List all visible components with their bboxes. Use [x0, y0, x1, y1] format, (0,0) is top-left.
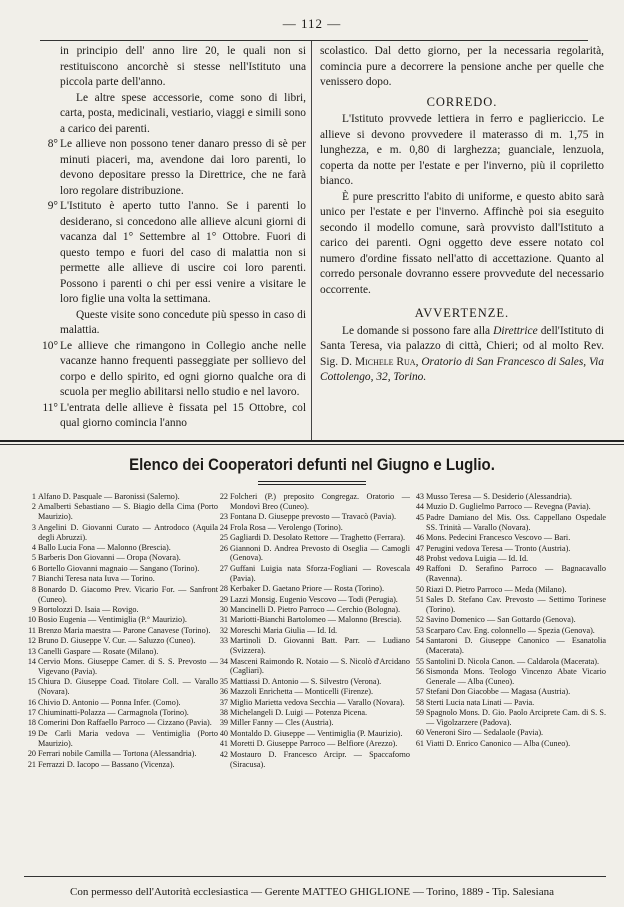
cooperators-column-2 [216, 492, 410, 770]
entry-text: Viatti D. Enrico Canonico — Alba (Cuneo). [426, 738, 571, 748]
left-paragraph-text: in principio dell' anno lire 20, le quali non si restituiscono ancorchè si stesse nell'Istituto una piccola parte dell'anno. [60, 45, 306, 88]
cooperator-entry [216, 605, 410, 615]
cooperator-entry [24, 492, 218, 502]
entry-text: Bruno D. Giuseppe V. Cur. — Saluzzo (Cuneo). [38, 636, 196, 646]
entry-number: 29 [219, 594, 228, 604]
cooperator-entry [412, 564, 606, 584]
cooperator-entry [24, 729, 218, 749]
list-title: Elenco dei Cooperatori defunti nel Giugno e Luglio. [129, 455, 495, 474]
section-rule-2 [0, 444, 624, 445]
entry-number: 6 [31, 563, 36, 573]
entry-text: Mancinelli D. Pietro Parroco — Cerchio (Bologna). [230, 604, 401, 614]
entry-number: 16 [27, 697, 36, 707]
entry-text: Probst vedova Luigia — Id. Id. [426, 553, 529, 563]
cooperator-entry [412, 657, 606, 667]
entry-text: Mariotti-Bianchi Bartolomeo — Malonno (Brescia). [230, 615, 402, 625]
entry-text: Mattiassi D. Antonio — S. Silvestro (Verona). [230, 676, 382, 686]
entry-text: Lazzi Monsig. Eugenio Vescovo — Todi (Perugia). [230, 594, 398, 604]
entry-number: 46 [415, 533, 424, 543]
page-number: — 112 — [282, 16, 342, 31]
entry-text: Barberis Don Giovanni — Oropa (Novara). [38, 553, 181, 563]
left-paragraph-text: Le altre spese accessorie, come sono di libri, carta, posta, medicinali, vestiario, viaggi e simili sono a carico dei parenti. [60, 91, 306, 135]
entry-number: 28 [219, 584, 228, 594]
cooperator-entry [216, 750, 410, 770]
entry-number: 24 [219, 522, 228, 532]
cooperator-entry [24, 543, 218, 553]
entry-text: Bortolozzi D. Isaia — Rovigo. [38, 604, 139, 614]
cooperator-entry [412, 708, 606, 728]
entry-text: Bianchi Teresa nata Iuva — Torino. [38, 574, 155, 584]
cooperator-entry [24, 502, 218, 522]
entry-number: 57 [415, 687, 424, 697]
cooperator-entry [216, 708, 410, 718]
paragraph-uniforme: È pure prescritto l'abito di uniforme, e questo abito sarà unico per l'estate e per l'inverno. Affinchè poi sia eseguito secondo il modello comune, sarà provvisto dall'Istituto a carico dei parenti. Ogni oggetto deve essere notato col numero d'ordine fissato nell'atto di accettazione. Quanto al corredo personale dovranno essere provvedute del necessario occorrente. [320, 190, 604, 296]
entry-text: Miller Fanny — Cles (Austria). [230, 718, 334, 728]
entry-text: Moretti D. Giuseppe Parroco — Belfiore (Arezzo). [230, 739, 398, 749]
entry-number: 15 [27, 677, 36, 687]
entry-number: 9 [31, 604, 36, 614]
cooperator-entry [216, 584, 410, 594]
left-paragraph-text: L'Istituto è aperto tutto l'anno. Se i parenti lo desiderano, si concedono alle allieve alcuni giorni di vacanza dal 1° Settembre al 1° Ottobre. Fuori di questo tempo e fuori del caso di malattia non si permette alle allieve di uscire coi loro parenti. Possono i parenti o chi per essi venire a visitare le loro figlie una volta la settimana. [60, 200, 306, 305]
cooperator-entry [412, 595, 606, 615]
entry-text: Martinoli D. Giovanni Batt. Parr. — Ludiano (Svizzera). [230, 636, 410, 656]
left-paragraph [16, 137, 306, 199]
cooperator-entry [24, 749, 218, 759]
cooperator-entry [24, 636, 218, 646]
entry-number: 37 [219, 697, 228, 707]
entry-text: Mons. Pedecini Francesco Vescovo — Bari. [426, 533, 571, 543]
entry-text: Veneroni Siro — Sedalaole (Pavia). [426, 728, 544, 738]
entry-text: Santaroni D. Giuseppe Canonico — Esanatolia (Macerata). [426, 636, 606, 656]
entry-number: 48 [415, 553, 424, 563]
entry-number: 40 [219, 728, 228, 738]
heading-avvertenze: AVVERTENZE. [414, 306, 510, 320]
cooperator-entry [412, 585, 606, 595]
entry-number: 55 [415, 656, 424, 666]
entry-text: Chiuminatti-Polazza — Carmagnola (Torino). [38, 708, 189, 718]
entry-number: 34 [219, 656, 228, 666]
entry-text: Bonardo D. Giacomo Prev. Vicario For. — Sanfront (Cuneo). [38, 584, 218, 604]
entry-number: 4 [31, 543, 36, 553]
entry-text: Amalberti Sebastiano — S. Biagio della Cima (Porto Maurizio). [38, 502, 218, 522]
entry-text: Musso Teresa — S. Desiderio (Alessandria). [426, 492, 572, 501]
header-rule [40, 40, 588, 41]
direttrice-text: Direttrice [493, 324, 538, 337]
cooperator-entry [216, 718, 410, 728]
left-paragraph-text: Queste visite sono concedute più spesso in caso di malattia. [60, 308, 306, 336]
rule-number: 11° [42, 401, 58, 414]
entry-text: Mostauro D. Francesco Arcipr. — Spaccaforno (Siracusa). [230, 749, 410, 769]
cooperator-entry [216, 729, 410, 739]
left-paragraph [16, 91, 306, 138]
cooperator-entry [216, 492, 410, 512]
entry-number: 7 [31, 574, 36, 584]
left-paragraph-text: Le allieve che rimangono in Collegio anche nelle vacanze hanno frequenti passeggiate per sollievo del corpo e dello spirito, ed ogni giorno qualche ora di scuola per meglio abilitarsi nello studio e nel lavoro. [60, 339, 306, 398]
column-divider [311, 41, 312, 441]
address-text: , Oratorio di San Francesco di Sales, Via Cottolengo, 32, Torino. [320, 355, 604, 383]
cooperator-entry [412, 626, 606, 636]
entry-text: Bosio Eugenia — Ventimiglia (P.° Maurizio). [38, 615, 187, 625]
entry-text: Scarparo Cav. Eng. colonnello — Spezia (Genova). [426, 625, 595, 635]
entry-text: Frola Rosa — Verolengo (Torino). [230, 522, 343, 532]
entry-number: 47 [415, 543, 424, 553]
cooperator-entry [24, 605, 218, 615]
cooperators-column-1 [24, 492, 218, 770]
cooperator-entry [24, 677, 218, 697]
entry-number: 21 [27, 759, 36, 769]
entry-number: 43 [415, 492, 424, 501]
left-paragraph [16, 308, 306, 339]
cooperator-entry [412, 533, 606, 543]
michele-rua-name: Michele Rua [354, 355, 416, 368]
left-paragraph-text: Le allieve non possono tener danaro presso di sè per minuti piaceri, ma, avendone dai loro parenti, lo devono depositare presso la Direttrice, che ne farà loro regolare distribuzione. [60, 138, 306, 197]
entry-text: Sismonda Mons. Teologo Vincenzo Abate Vicario Generale — Alba (Cuneo). [426, 666, 606, 686]
entry-number: 5 [31, 553, 36, 563]
entry-text: Angelini D. Giovanni Curato — Antrodoco (Aquila degli Abruzzi). [38, 522, 218, 542]
right-column [320, 44, 604, 386]
entry-number: 11 [28, 625, 36, 635]
entry-text: Masceni Raimondo R. Notaio — S. Nicolò d'Arcidano (Cagliari). [230, 656, 410, 676]
cooperator-entry [216, 657, 410, 677]
entry-text: Montaldo D. Giuseppe — Ventimiglia (P. Maurizio). [230, 728, 403, 738]
entry-text: Perugini vedova Teresa — Tronto (Austria). [426, 543, 571, 553]
heading-corredo: CORREDO. [426, 94, 498, 109]
entry-text: Muzio D. Guglielmo Parroco — Revegna (Pavia). [426, 502, 591, 512]
entry-number: 20 [27, 749, 36, 759]
cooperator-entry [24, 657, 218, 677]
entry-text: Michelangeli D. Luigi — Potenza Picena. [230, 708, 368, 718]
cooperator-entry [412, 492, 606, 502]
cooperator-entry [216, 687, 410, 697]
cooperator-entry [24, 626, 218, 636]
entry-text: Comerini Don Raffaello Parroco — Cizzano (Pavia). [38, 718, 212, 728]
cooperator-entry [24, 585, 218, 605]
entry-number: 52 [415, 615, 424, 625]
domande-text-2: dell'Istituto di Santa Teresa, via palazzo di città, Chieri; od al molto Rev. Sig. D. [320, 324, 605, 368]
rule-number: 8° [47, 138, 58, 150]
cooperator-entry [24, 708, 218, 718]
entry-number: 2 [31, 502, 36, 512]
cooperator-entry [216, 636, 410, 656]
entry-text: Savino Domenico — San Gottardo (Genova). [426, 615, 576, 625]
entry-number: 41 [219, 739, 228, 749]
entry-text: Kerbaker D. Gaetano Priore — Rosta (Torino). [230, 584, 385, 594]
title-ornament [258, 481, 366, 485]
cooperator-entry [412, 739, 606, 749]
cooperator-entry [24, 698, 218, 708]
cooperator-entry [24, 564, 218, 574]
entry-text: Miglio Marietta vedova Secchia — Varallo (Novara). [230, 697, 405, 707]
entry-number: 60 [415, 728, 424, 738]
cooperator-entry [412, 667, 606, 687]
entry-number: 17 [27, 708, 36, 718]
entry-text: Santolini D. Nicola Canon. — Caldarola (Macerata). [426, 656, 600, 666]
entry-text: Ferrari nobile Camilla — Tortona (Alessandria). [38, 749, 197, 759]
cooperator-entry [24, 553, 218, 563]
entry-number: 31 [219, 615, 228, 625]
entry-number: 30 [219, 604, 228, 614]
entry-number: 1 [31, 492, 36, 501]
cooperator-entry [24, 523, 218, 543]
cooperator-entry [412, 554, 606, 564]
entry-number: 18 [27, 718, 36, 728]
entry-number: 25 [219, 533, 228, 543]
cooperator-entry [412, 728, 606, 738]
footer-imprint: Con permesso dell'Autorità ecclesiastica — Gerente MATTEO GHIGLIONE — Torino, 1889 - Tip. Salesiana [70, 886, 554, 898]
entry-number: 12 [27, 636, 36, 646]
entry-text: Guffani Luigia nata Sforza-Fogliani — Rovescala (Pavia). [230, 563, 410, 583]
cooperator-entry [216, 544, 410, 564]
cooperator-entry [412, 698, 606, 708]
cooperator-entry [24, 647, 218, 657]
entry-number: 51 [415, 595, 424, 605]
cooperator-entry [412, 513, 606, 533]
entry-number: 14 [27, 657, 36, 666]
cooperator-entry [24, 615, 218, 625]
paragraph-lettiera: L'Istituto provvede lettiera in ferro e pagliericcio. Le allieve si devono provvedere il materasso di m. 1,75 in lunghezza, e m. 0,80 di larghezza; guanciale, lenzuola, coperta da notte per l'estate e per l'inverno, più il copriletto bianco. [320, 113, 604, 187]
entry-number: 58 [415, 697, 424, 707]
entry-number: 42 [219, 749, 228, 759]
entry-text: Brenzo Maria maestra — Parone Canavese (Torino). [38, 625, 211, 635]
entry-text: Cervio Mons. Giuseppe Camer. di S. S. Prevosto — Vigevano (Pavia). [38, 657, 218, 676]
entry-number: 13 [27, 646, 36, 656]
left-column [16, 44, 306, 432]
entry-number: 50 [415, 584, 424, 594]
entry-text: Ballo Lucia Fona — Malonno (Brescia). [38, 543, 171, 553]
entry-number: 8 [31, 584, 36, 594]
entry-number: 38 [219, 708, 228, 718]
entry-text: Padre Damiano del Mis. Oss. Cappellano Ospedale SS. Trinità — Varallo (Novara). [426, 512, 606, 532]
entry-text: Moreschi Maria Giulia — Id. Id. [230, 625, 338, 635]
entry-text: Fontana D. Giuseppe prevosto — Travacò (Pavia). [230, 512, 396, 522]
entry-text: Canelli Gaspare — Rosate (Milano). [38, 646, 159, 656]
cooperator-entry [24, 760, 218, 770]
entry-text: Giannoni D. Andrea Prevosto di Oseglia — Camogli (Genova). [230, 543, 410, 563]
entry-number: 36 [219, 687, 228, 697]
cooperator-entry [24, 718, 218, 728]
entry-number: 3 [31, 522, 36, 532]
entry-number: 44 [415, 502, 424, 512]
entry-text: Riazi D. Pietro Parroco — Meda (Milano). [426, 584, 567, 594]
paragraph-domande [320, 324, 604, 386]
footer-rule [24, 876, 606, 877]
cooperator-entry [412, 502, 606, 512]
entry-number: 35 [219, 676, 228, 686]
cooperator-entry [216, 698, 410, 708]
domande-text-1: Le domande si possono fare alla [342, 324, 494, 337]
paragraph-scolastico: scolastico. Dal detto giorno, per la necessaria regolarità, comincia pure a decorrere la pensione anche per quelle che venissero dopo. [320, 45, 604, 88]
cooperator-entry [216, 615, 410, 625]
entry-text: Bortello Giovanni magnaio — Sangano (Torino). [38, 563, 200, 573]
entry-number: 22 [219, 492, 228, 501]
cooperator-entry [216, 512, 410, 522]
cooperator-entry [24, 574, 218, 584]
entry-text: Stefani Don Giacobbe — Magasa (Austria). [426, 687, 571, 697]
entry-text: De Carli Maria vedova — Ventimiglia (Porto Maurizio). [38, 728, 218, 748]
cooperator-entry [412, 615, 606, 625]
left-paragraph [16, 199, 306, 308]
section-rule-1 [0, 440, 624, 442]
rule-number: 10° [42, 339, 58, 352]
entry-text: Spagnolo Mons. D. Gio. Paolo Arciprete Cam. di S. S. — Vigolzarzere (Padova). [426, 708, 606, 727]
entry-number: 45 [415, 512, 424, 522]
cooperator-entry [216, 523, 410, 533]
entry-text: Chiura D. Giuseppe Coad. Titolare Coll. — Varallo (Novara). [38, 677, 218, 697]
entry-text: Chivio D. Antonio — Ponna Infer. (Como). [38, 697, 181, 707]
left-paragraph [16, 401, 306, 432]
rule-number: 9° [47, 200, 58, 212]
left-paragraph [16, 44, 306, 91]
entry-number: 26 [219, 543, 228, 553]
entry-number: 32 [219, 625, 228, 635]
entry-number: 56 [415, 666, 424, 676]
entry-number: 53 [415, 625, 424, 635]
entry-text: Alfano D. Pasquale — Baronissi (Salerno). [38, 492, 180, 501]
cooperators-column-3 [412, 492, 606, 749]
entry-number: 27 [219, 563, 228, 573]
entry-text: Sales D. Stefano Cav. Prevosto — Settimo Torinese (Torino). [426, 595, 606, 614]
cooperator-entry [216, 564, 410, 584]
entry-number: 59 [415, 708, 424, 718]
entry-number: 10 [27, 615, 36, 625]
cooperator-entry [412, 636, 606, 656]
entry-text: Sterti Lucia nata Linati — Pavia. [426, 697, 535, 707]
entry-text: Raffoni D. Serafino Parroco — Bagnacavallo (Ravenna). [426, 564, 606, 584]
entry-text: Gagliardi D. Desolato Rettore — Traghetto (Ferrara). [230, 533, 406, 543]
cooperator-entry [412, 544, 606, 554]
left-paragraph-text: L'entrata delle allieve è fissata pel 15 Ottobre, col qual giorno comincia l'anno [60, 401, 306, 429]
entry-number: 33 [219, 636, 228, 646]
left-paragraph [16, 339, 306, 401]
entry-text: Ferrazzi D. Iacopo — Bassano (Vicenza). [38, 759, 175, 769]
cooperator-entry [216, 739, 410, 749]
cooperator-entry [216, 595, 410, 605]
entry-number: 23 [219, 512, 228, 522]
cooperator-entry [216, 533, 410, 543]
entry-text: Folcheri (P.) preposito Congregaz. Oratorio — Mondovì Breo (Cuneo). [230, 492, 410, 511]
entry-number: 39 [219, 718, 228, 728]
cooperator-entry [216, 677, 410, 687]
entry-number: 54 [415, 636, 424, 646]
entry-number: 61 [415, 738, 424, 748]
entry-text: Mazzoli Enrichetta — Monticelli (Firenze). [230, 687, 374, 697]
entry-number: 49 [415, 564, 424, 574]
entry-number: 19 [27, 728, 36, 738]
cooperator-entry [216, 626, 410, 636]
cooperator-entry [412, 687, 606, 697]
